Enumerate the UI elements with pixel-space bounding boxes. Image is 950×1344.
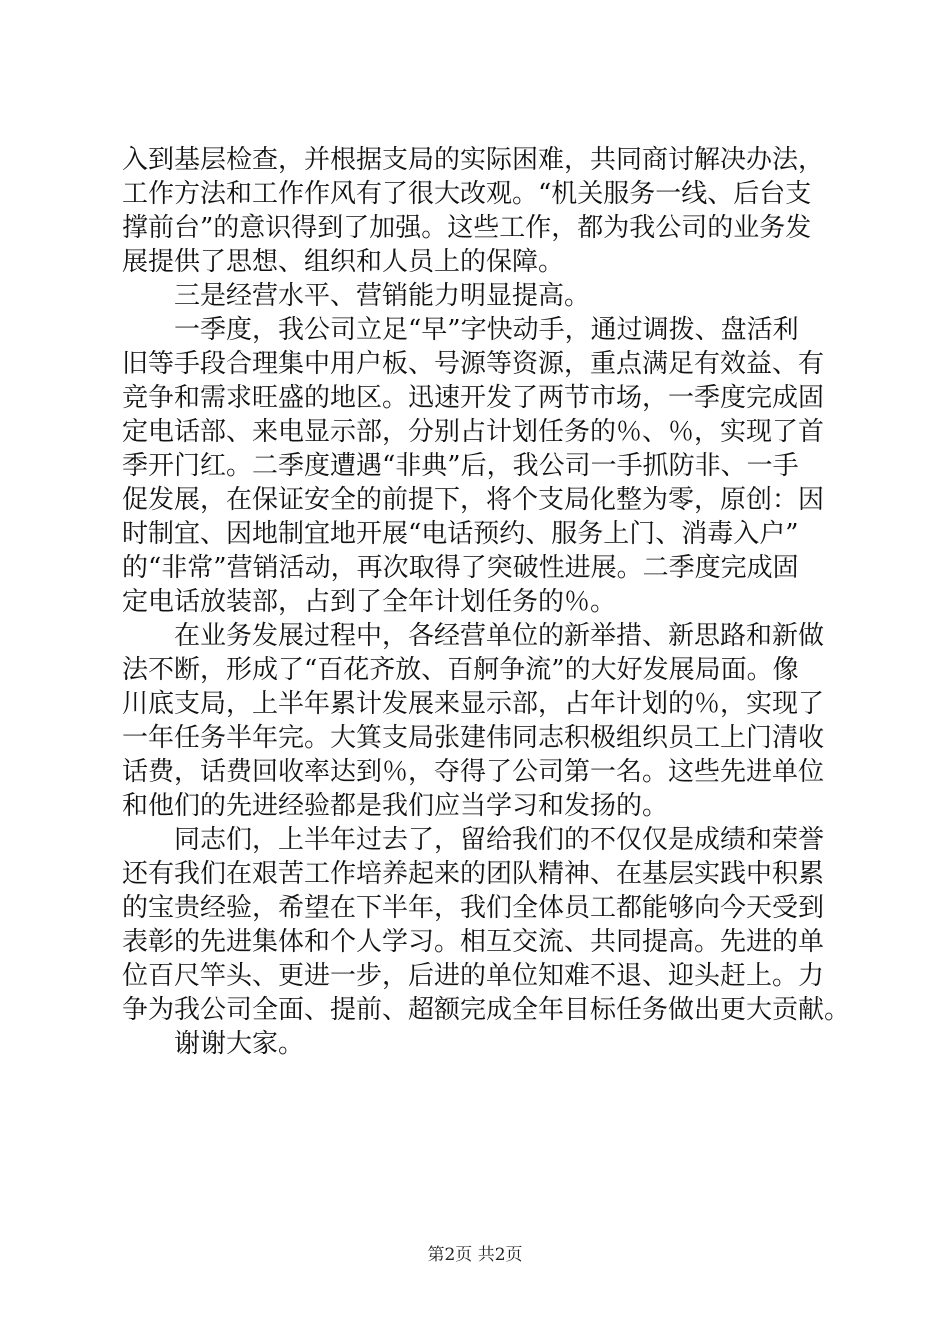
text-line: 还有我们在艰苦工作培养起来的团队精神、在基层实践中积累: [122, 859, 825, 889]
text-line: 一季度，我公司立足“早”字快动手，通过调拨、盘活利: [174, 315, 799, 345]
text-line: 在业务发展过程中，各经营单位的新举措、新思路和新做: [174, 621, 825, 651]
text-line: 季开门红。二季度遭遇“非典”后，我公司一手抓防非、一手: [122, 451, 799, 481]
text-line: 展提供了思想、组织和人员上的保障。: [122, 247, 565, 277]
text-line: 定电话部、来电显示部，分别占计划任务的％、％，实现了首: [122, 417, 825, 447]
text-line: 和他们的先进经验都是我们应当学习和发扬的。: [122, 791, 669, 821]
text-line: 旧等手段合理集中用户板、号源等资源，重点满足有效益、有: [122, 349, 825, 379]
text-line: 川底支局，上半年累计发展来显示部，占年计划的％，实现了: [122, 689, 825, 719]
text-line: 争为我公司全面、提前、超额完成全年目标任务做出更大贡献。: [122, 995, 851, 1025]
document-body: [122, 143, 851, 1061]
text-line: 促发展，在保证安全的前提下，将个支局化整为零，原创：因: [122, 485, 825, 515]
text-line: 话费，话费回收率达到％，夺得了公司第一名。这些先进单位: [122, 757, 825, 787]
text-line: 一年任务半年完。大箕支局张建伟同志积极组织员工上门清收: [122, 723, 825, 753]
text-line: 表彰的先进集体和个人学习。相互交流、共同提高。先进的单: [122, 927, 825, 957]
text-line: 的“非常”营销活动，再次取得了突破性进展。二季度完成固: [122, 553, 799, 583]
text-line: 的宝贵经验，希望在下半年，我们全体员工都能够向今天受到: [122, 893, 825, 923]
text-line: 撑前台”的意识得到了加强。这些工作，都为我公司的业务发: [122, 213, 812, 243]
text-line: 三是经营水平、营销能力明显提高。: [174, 281, 591, 311]
text-line: 法不断，形成了“百花齐放、百舸争流”的大好发展局面。像: [122, 655, 799, 685]
text-line: 谢谢大家。: [174, 1029, 305, 1059]
text-line: 位百尺竿头、更进一步，后进的单位知难不退、迎头赶上。力: [122, 961, 825, 991]
page-footer: 第2页 共2页: [427, 1245, 523, 1265]
text-line: 竞争和需求旺盛的地区。迅速开发了两节市场，一季度完成固: [122, 383, 825, 413]
text-line: 定电话放装部，占到了全年计划任务的％。: [122, 587, 617, 617]
text-line: 入到基层检查，并根据支局的实际困难，共同商讨解决办法，: [122, 145, 825, 175]
text-line: 工作方法和工作作风有了很大改观。“机关服务一线、后台支: [122, 179, 812, 209]
text-line: 时制宜、因地制宜地开展“电话预约、服务上门、消毒入户”: [122, 519, 799, 549]
text-line: 同志们，上半年过去了，留给我们的不仅仅是成绩和荣誉: [174, 825, 825, 855]
